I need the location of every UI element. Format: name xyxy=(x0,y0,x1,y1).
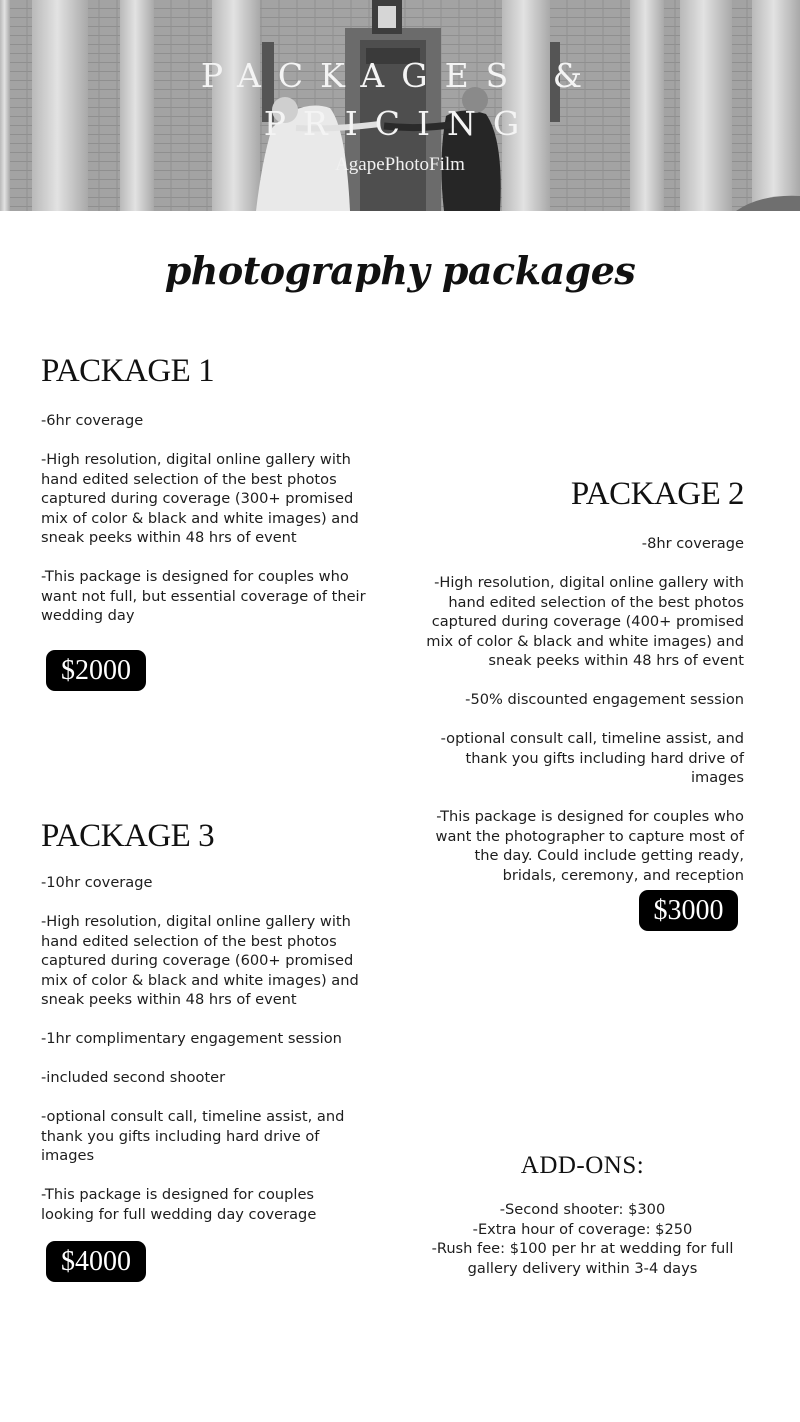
package-1-title: PACKAGE 1 xyxy=(41,353,215,389)
package-3-item: -High resolution, digital online gallery with hand edited selection of the best photos captured during coverage (600+ promised mix of color & black and white images) and sneak peeks within 48 hrs of event xyxy=(41,913,359,1008)
package-3-item: -1hr complimentary engagement session xyxy=(41,1030,342,1047)
package-2-price-badge: $3000 xyxy=(639,890,738,931)
package-2 xyxy=(418,474,744,885)
package-2-details xyxy=(418,534,744,885)
package-1 xyxy=(41,351,371,626)
section-heading: photography packages xyxy=(164,248,636,293)
page-title xyxy=(0,52,800,148)
package-3 xyxy=(41,816,371,1224)
package-2-item: -8hr coverage xyxy=(641,535,744,552)
package-1-price-badge: $2000 xyxy=(46,650,146,691)
package-3-item: -10hr coverage xyxy=(41,874,153,891)
package-2-title: PACKAGE 2 xyxy=(570,476,744,512)
page-title-line-2: PRICING xyxy=(263,104,537,143)
addons-section xyxy=(425,1152,740,1278)
addon-item: -Second shooter: $300 xyxy=(499,1201,666,1218)
package-1-item: -High resolution, digital online gallery with hand edited selection of the best photos captured during coverage (300+ promised mix of color & black and white images) and sneak peeks within 48 hrs of event xyxy=(41,451,359,546)
package-2-item: -This package is designed for couples who want the photographer to capture most of the day. Could include getting ready, bridals, ceremony, and reception xyxy=(435,808,744,884)
package-1-details xyxy=(41,411,371,626)
brand-name: AgapePhotoFilm xyxy=(335,154,465,175)
addon-item: -Rush fee: $100 per hr at wedding for full gallery delivery within 3-4 days xyxy=(431,1240,734,1277)
package-2-item: -High resolution, digital online gallery with hand edited selection of the best photos captured during coverage (400+ promised mix of color & black and white images) and sneak peeks within 48 hrs of event xyxy=(426,574,744,669)
package-3-item: -optional consult call, timeline assist, and thank you gifts including hard drive of images xyxy=(41,1108,345,1164)
addons-title: ADD-ONS: xyxy=(520,1152,645,1179)
package-3-title: PACKAGE 3 xyxy=(41,818,215,854)
package-3-price-badge: $4000 xyxy=(46,1241,146,1282)
page-title-line-1: PACKAGES & xyxy=(200,56,600,95)
addons-list xyxy=(425,1200,740,1278)
package-3-item: -included second shooter xyxy=(41,1069,226,1086)
package-2-item: -50% discounted engagement session xyxy=(465,691,744,708)
package-3-item: -This package is designed for couples looking for full wedding day coverage xyxy=(41,1186,317,1223)
package-1-item: -6hr coverage xyxy=(41,412,144,429)
package-1-item: -This package is designed for couples who want not full, but essential coverage of their wedding day xyxy=(41,568,366,624)
package-3-details xyxy=(41,873,371,1224)
header-photo xyxy=(0,0,800,211)
addon-item: -Extra hour of coverage: $250 xyxy=(472,1220,693,1238)
package-2-item: -optional consult call, timeline assist, and thank you gifts including hard drive of images xyxy=(440,730,744,786)
